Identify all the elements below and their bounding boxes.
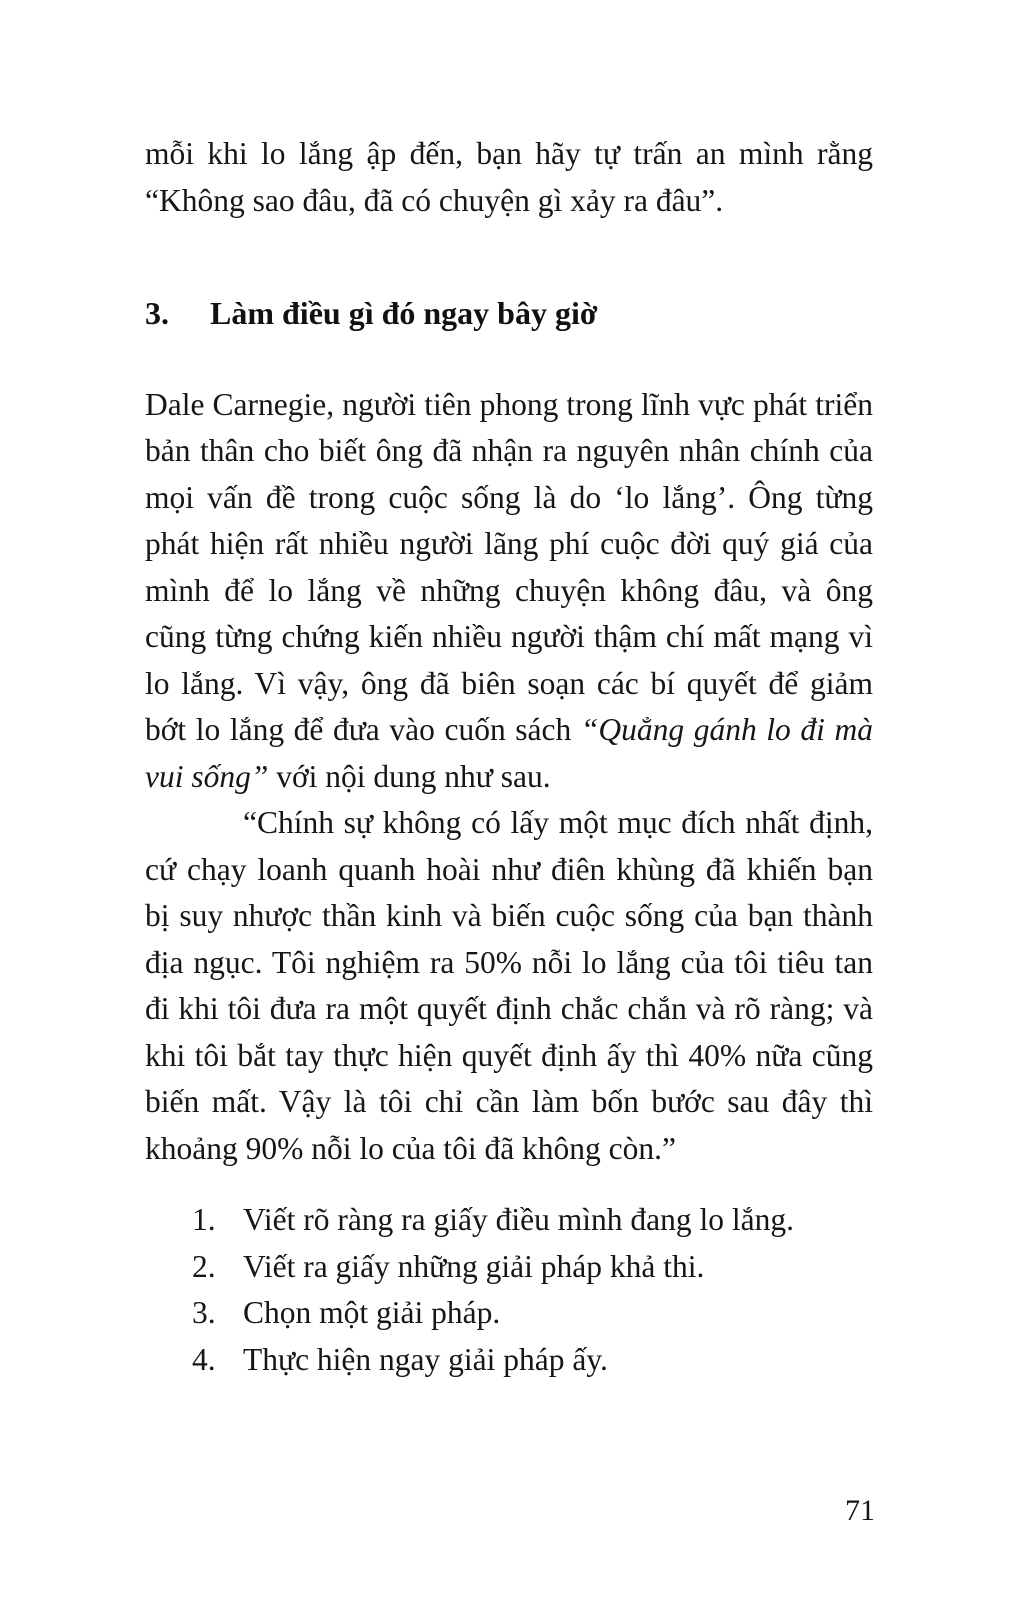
list-item-text: Chọn một giải pháp.	[243, 1295, 501, 1330]
paragraph-quote: “Chính sự không có lấy một mục đích nhất định, cứ chạy loanh quanh hoài như điên khùng đã khiến bạn bị suy nhược thần kinh và biến cuộc sống của bạn thành địa ngục. Tôi nghiệm ra 50% nỗi lo lắng của tôi tiêu tan đi khi tôi đưa ra một quyết định chắc chắn và rõ ràng; và khi tôi bắt tay thực hiện quyết định ấy thì 40% nữa cũng biến mất. Vậy là tôi chỉ cần làm bốn bước sau đây thì khoảng 90% nỗi lo của tôi đã không còn.”	[145, 805, 873, 1166]
list-item	[145, 1337, 873, 1384]
list-item	[145, 1197, 873, 1244]
list-item-number: 2.	[192, 1248, 216, 1284]
list-item-text: Viết ra giấy những giải pháp khả thi.	[243, 1248, 705, 1284]
paragraph-carnegie	[145, 382, 873, 801]
list-item-number: 4.	[192, 1341, 216, 1377]
list-item-number: 1.	[192, 1202, 216, 1237]
section-number: 3.	[145, 295, 169, 331]
page-content	[145, 0, 873, 1383]
section-heading	[145, 290, 873, 337]
paragraph-intro: mỗi khi lo lắng ập đến, bạn hãy tự trấn an mình rằng “Không sao đâu, đã có chuyện gì xảy ra đâu”.	[145, 136, 873, 218]
list-item-text: Viết rõ ràng ra giấy điều mình đang lo lắng.	[243, 1202, 794, 1237]
list-item	[145, 1244, 873, 1291]
page-number: 71	[845, 1494, 875, 1527]
section-title: Làm điều gì đó ngay bây giờ	[210, 295, 598, 331]
text-run: với nội dung như sau.	[268, 758, 551, 794]
list-item	[145, 1290, 873, 1337]
list-item-number: 3.	[192, 1295, 216, 1330]
steps-list	[145, 1197, 873, 1383]
book-title-italic: “Quẳng gánh lo đi mà vui sống”	[145, 712, 873, 794]
text-run: Dale Carnegie, người tiên phong trong lĩnh vực phát triển bản thân cho biết ông đã nhận ra nguyên nhân chính của mọi vấn đề trong cuộc sống là do ‘lo lắng’. Ông từng phát hiện rất nhiều người lãng phí cuộc đời quý giá của mình để lo lắng về những chuyện không đâu, và ông cũng từng chứng kiến nhiều người thậm chí mất mạng vì lo lắng. Vì vậy, ông đã biên soạn các bí quyết để giảm bớt lo lắng để đưa vào cuốn sách	[145, 386, 873, 747]
list-item-text: Thực hiện ngay giải pháp ấy.	[243, 1341, 608, 1377]
